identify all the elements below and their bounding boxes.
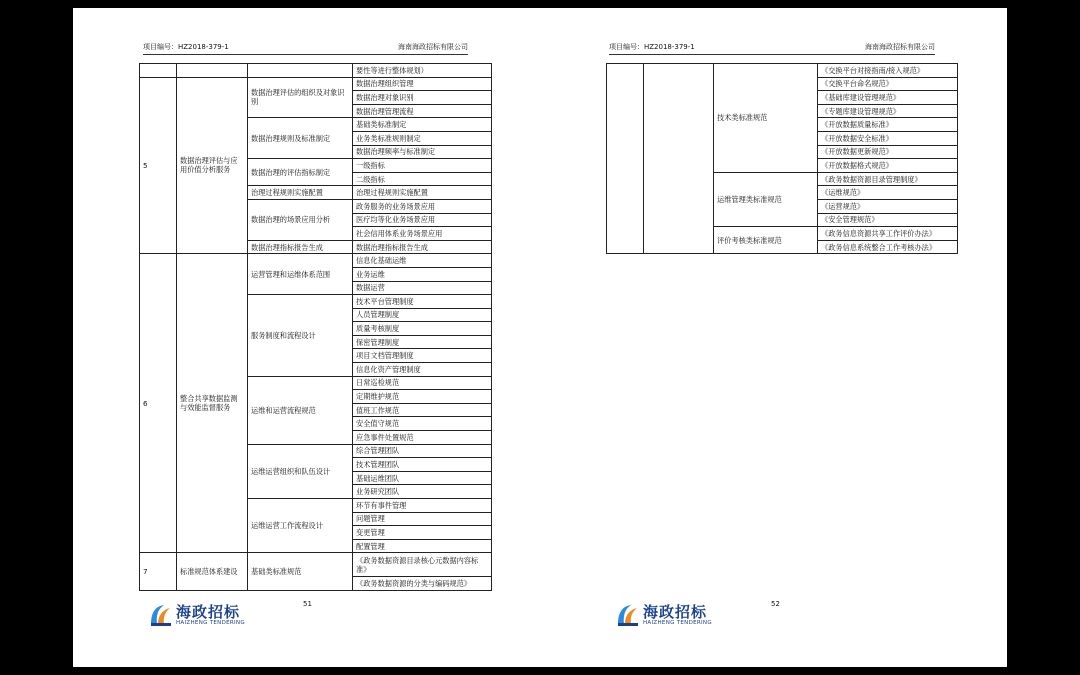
item-cell: 社会信用体系业务场景应用	[353, 227, 492, 241]
company-logo	[148, 600, 248, 632]
item-cell: 保密管理制度	[353, 335, 492, 349]
category-cell: 运维管理类标准规范	[714, 172, 818, 226]
item-cell: 变更管理	[353, 526, 492, 540]
item-cell: 数据治理管理流程	[353, 104, 492, 118]
service-name	[644, 64, 714, 254]
logo-text-en: HAIZHENG TENDERING	[176, 620, 245, 626]
row-number: 5	[140, 77, 177, 254]
row-number	[607, 64, 644, 254]
item-cell: 技术平台管理制度	[353, 295, 492, 309]
item-cell: 质量考核制度	[353, 322, 492, 336]
category-cell: 数据治理指标报告生成	[248, 240, 353, 254]
item-cell: 《政务数据资源目录核心元数据内容标准》	[353, 553, 492, 577]
category-cell: 数据治理规则及标准制定	[248, 118, 353, 159]
logo-text-en: HAIZHENG TENDERING	[643, 620, 712, 626]
project-number: 项目编号：HZ2018-379-1	[609, 43, 695, 51]
item-cell: 《开放数据质量标准》	[818, 118, 958, 132]
item-cell: 《运维规范》	[818, 186, 958, 200]
page-number: 52	[771, 600, 780, 608]
service-name	[177, 64, 248, 78]
item-cell: 信息化资产管理制度	[353, 363, 492, 377]
item-cell: 日常巡检规范	[353, 376, 492, 390]
page-header	[609, 40, 935, 55]
category-cell: 服务制度和流程设计	[248, 295, 353, 377]
item-cell: 基础运维团队	[353, 471, 492, 485]
item-cell: 数据治理对象识别	[353, 91, 492, 105]
item-cell: 安全值守规范	[353, 417, 492, 431]
category-cell: 治理过程规则实施配置	[248, 186, 353, 200]
project-number: 项目编号：HZ2018-379-1	[143, 43, 229, 51]
category-cell: 运维和运营流程规范	[248, 376, 353, 444]
row-number: 7	[140, 553, 177, 591]
service-table-right	[606, 63, 958, 254]
item-cell: 应急事件处置规范	[353, 431, 492, 445]
page-52	[540, 8, 1007, 667]
item-cell: 数据治理频率与标准制定	[353, 145, 492, 159]
service-name: 数据治理评估与应用价值分析服务	[177, 77, 248, 254]
table-row	[607, 64, 958, 78]
item-cell: 项目文档管理制度	[353, 349, 492, 363]
item-cell: 《开放数据安全标准》	[818, 131, 958, 145]
item-cell: 基础类标准制定	[353, 118, 492, 132]
category-cell: 运营管理和运维体系范围	[248, 254, 353, 295]
page-51	[73, 8, 540, 667]
item-cell: 定期维护规范	[353, 390, 492, 404]
category-cell: 技术类标准规范	[714, 64, 818, 173]
item-cell: 《交换平台命名规范》	[818, 77, 958, 91]
item-cell: 政务服务的业务场景应用	[353, 199, 492, 213]
page-header	[143, 40, 468, 55]
page-number: 51	[303, 600, 312, 608]
category-cell: 数据治理的场景应用分析	[248, 199, 353, 240]
category-cell: 运维运营组织和队伍设计	[248, 444, 353, 498]
item-cell: 数据运营	[353, 281, 492, 295]
item-cell: 《政务信息资源共享工作评价办法》	[818, 227, 958, 241]
item-cell: 《交换平台对接指南/接入规范》	[818, 64, 958, 78]
item-cell: 数据治理组织管理	[353, 77, 492, 91]
item-cell: 业务类标准规则制定	[353, 131, 492, 145]
company-logo	[615, 600, 715, 632]
row-number: 6	[140, 254, 177, 553]
item-cell: 综合管理团队	[353, 444, 492, 458]
service-table-left	[139, 63, 492, 591]
category-cell: 运维运营工作流程设计	[248, 499, 353, 553]
item-cell: 问题管理	[353, 512, 492, 526]
item-cell: 值班工作规范	[353, 403, 492, 417]
item-cell: 《基础库建设管理规范》	[818, 91, 958, 105]
table-row	[140, 254, 492, 268]
item-cell: 治理过程规则实施配置	[353, 186, 492, 200]
company-name: 海南海政招标有限公司	[398, 43, 468, 51]
service-name: 整合共享数据监测与效能监督服务	[177, 254, 248, 553]
item-cell: 医疗均等化业务场景应用	[353, 213, 492, 227]
category-cell: 评价考核类标准规范	[714, 227, 818, 254]
logo-text-cn: 海政招标	[176, 603, 241, 621]
logo-text-cn: 海政招标	[643, 603, 708, 621]
item-cell: 业务运维	[353, 267, 492, 281]
item-cell: 技术管理团队	[353, 458, 492, 472]
service-name: 标准规范体系建设	[177, 553, 248, 591]
item-cell: 《开放数据格式规范》	[818, 159, 958, 173]
row-number	[140, 64, 177, 78]
logo-emblem-icon	[148, 602, 174, 628]
item-cell: 《开放数据更新规范》	[818, 145, 958, 159]
table-row	[140, 64, 492, 78]
item-cell: 信息化基础运维	[353, 254, 492, 268]
item-cell: 《专题库建设管理规范》	[818, 104, 958, 118]
item-cell: 一级指标	[353, 159, 492, 173]
document-sheet	[73, 8, 1007, 667]
category-cell: 数据治理评估的组织及对象识别	[248, 77, 353, 118]
item-cell: 要性等进行整体规划）	[353, 64, 492, 78]
item-cell: 《政务数据资源的分类与编码规范》	[353, 577, 492, 591]
item-cell: 《政务信息系统整合工作考核办法》	[818, 240, 958, 254]
category-cell: 基础类标准规范	[248, 553, 353, 591]
item-cell: 《运营规范》	[818, 199, 958, 213]
item-cell: 《政务数据资源目录管理制度》	[818, 172, 958, 186]
item-cell: 业务研究团队	[353, 485, 492, 499]
item-cell: 二级指标	[353, 172, 492, 186]
item-cell: 环节有事件管理	[353, 499, 492, 513]
table-row	[140, 77, 492, 91]
table-row	[140, 553, 492, 577]
item-cell: 数据治理指标报告生成	[353, 240, 492, 254]
company-name: 海南海政招标有限公司	[865, 43, 935, 51]
category-cell: 数据治理的评估指标制定	[248, 159, 353, 186]
category-cell	[248, 64, 353, 78]
item-cell: 《安全管理规范》	[818, 213, 958, 227]
item-cell: 人员管理制度	[353, 308, 492, 322]
item-cell: 配置管理	[353, 539, 492, 553]
logo-emblem-icon	[615, 602, 641, 628]
